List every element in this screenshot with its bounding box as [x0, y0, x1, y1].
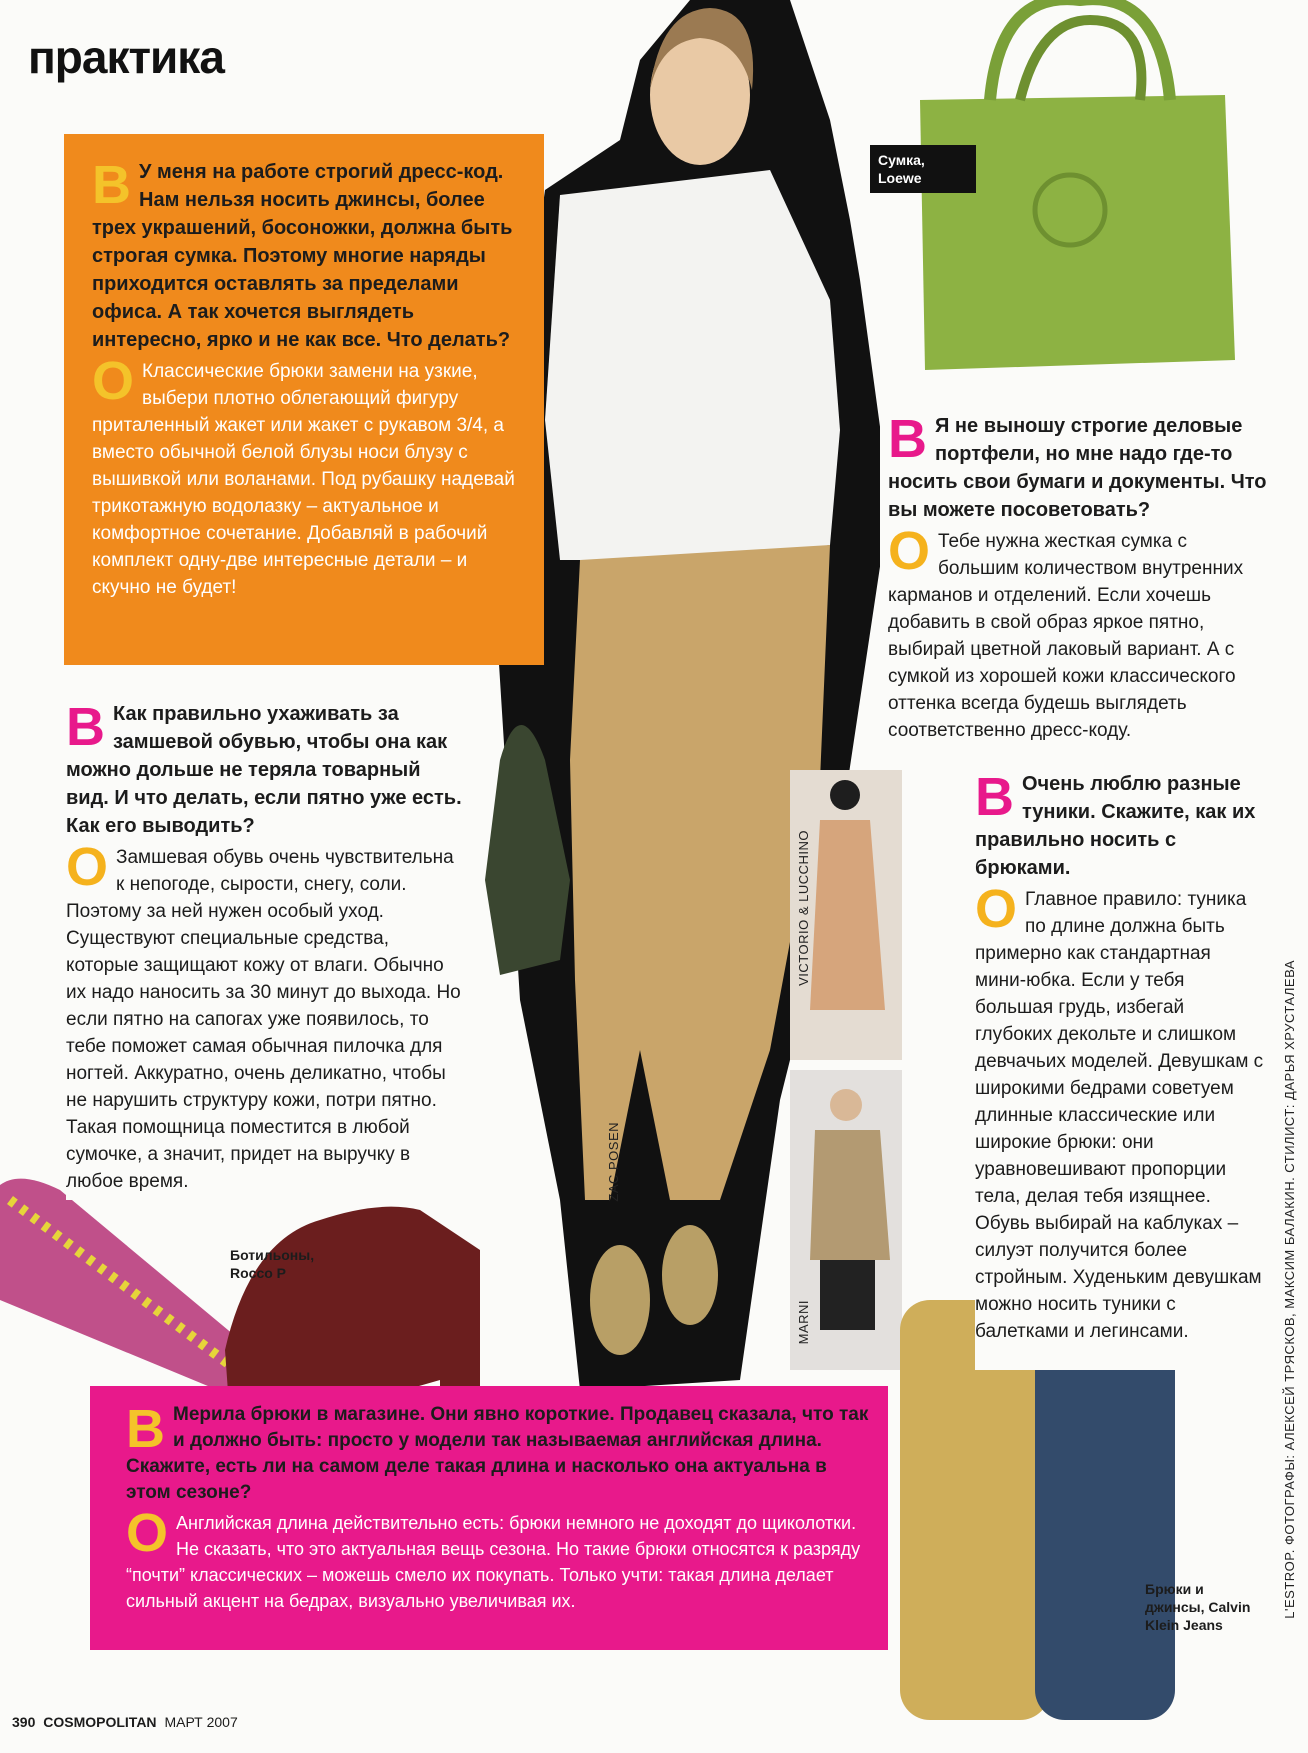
answer-text: Замшевая обувь очень чувствительна к непогоде, сырости, снегу, соли. Поэтому за ней нужен особый уход. Существуют специальные средства, которые защищают кожу от влаги. Обычно их надо наносить за 30 минут до выхода. Но если пятно на сапогах уже появилось, то тебе поможет самая обычная пилочка для ногтей. Аккуратно, очень деликатно, чтобы не нарушить структуру кожи, потри пятно. Такая помощница поместится в любой сумочке, а значит, придет на выручку в любое время.	[66, 847, 461, 1192]
answer-text: Классические брюки замени на узкие, выбери плотно облегающий фигуру приталенный жакет или жакет с рукавом 3/4, а вместо обычной белой блузы носи блузу с вышивкой или воланами. Под рубашку надевай трикотажную водолазку – актуальное и комфортное сочетание. Добавляй в рабочий комплект одну-две интересные детали – и скучно не будет!	[92, 361, 515, 598]
boots-caption: Ботильоны, Rocco P	[230, 1247, 315, 1281]
answer-letter: О	[126, 1503, 169, 1563]
marni-leggings	[820, 1260, 875, 1330]
marni-dress	[810, 1130, 890, 1260]
model-shoe	[662, 1225, 718, 1325]
answer-letter: О	[66, 837, 109, 897]
answer-text: Английская длина действительно есть: брюки немного не доходят до щиколотки. Не сказать, что это актуальная вещь сезона. Но такие брюки относятся к разряду “почти” классических – можешь смело их покупать. Только учти: такая длина делает сильный акцент на бедрах, визуально увеличивая их.	[126, 1513, 861, 1611]
question-text: Очень люблю разные туники. Скажите, как их правильно носить с брюками.	[975, 773, 1256, 879]
section-title: практика	[28, 31, 224, 83]
qa-tunic	[975, 767, 1265, 1370]
marni-label: MARNI	[796, 1300, 811, 1345]
magazine-name: COSMOPOLITAN	[43, 1714, 157, 1730]
answer-letter: О	[92, 351, 135, 411]
question-text: У меня на работе строгий дресс-код. Нам нельзя носить джинсы, более трех украшений, босоножки, должна быть строгая сумка. Поэтому многие наряды приходится оставлять за пределами офиса. А так хочется выглядеть интересно, ярко и не как все. Что делать?	[92, 161, 513, 351]
victorio-head	[830, 780, 860, 810]
qa-bag	[880, 409, 1280, 752]
green-bag	[920, 95, 1235, 370]
question-letter: В	[92, 155, 131, 215]
zac-posen-label: ZAC POSEN	[606, 1122, 621, 1202]
jeans-caption: Брюки и джинсы, Calvin Klein Jeans	[1145, 1581, 1251, 1633]
answer-text: Главное правило: туника по длине должна быть примерно как стандартная мини-юбка. Если у тебя большая грудь, избегай глубоких декольте и слишком девчачьих моделей. Девушкам с широкими бедрами советуем длинные классические или широкие брюки: они уравновешивают пропорции тела, делая тебя изящнее. Обувь выбирай на каблуках – силуэт получится более стройным. Худеньким девушкам можно носить туники с балетками и легинсами.	[975, 889, 1264, 1342]
answer-text: Тебе нужна жесткая сумка с большим количеством внутренних карманов и отделений. Если хочешь добавить в свой образ яркое пятно, выбирай цветной лаковый вариант. А с сумкой из хорошей кожи классического оттенка всегда будешь выглядеть соответственно дресс-коду.	[888, 531, 1244, 741]
question-text: Я не выношу строгие деловые портфели, но мне надо где-то носить свои бумаги и документы. Что вы можете посоветовать?	[888, 415, 1267, 521]
question-text: Как правильно ухаживать за замшевой обувью, чтобы она как можно дольше не теряла товарный вид. И что делать, если пятно уже есть. Как его выводить?	[66, 703, 462, 837]
bag-caption: Сумка, Loewe	[870, 145, 976, 193]
page-footer	[12, 1714, 238, 1730]
answer-letter: О	[888, 521, 931, 581]
question-letter: В	[975, 767, 1014, 827]
model-shoe	[590, 1245, 650, 1355]
credits-label: L'ESTROP. ФОТОГРАФЫ: АЛЕКСЕЙ ТРЯСКОВ, МАКСИМ БАЛАКИН. СТИЛИСТ: ДАРЬЯ ХРУСТАЛЕВА	[1282, 960, 1297, 1619]
qa-dress-code	[64, 134, 544, 665]
question-letter: В	[126, 1399, 165, 1459]
model-blouse	[545, 170, 840, 560]
marni-head	[830, 1089, 862, 1121]
question-text: Мерила брюки в магазине. Они явно короткие. Продавец сказала, что так и должно быть: просто у модели так называемая английская длина. Скажите, есть ли на самом деле такая длина и насколько она актуальна в этом сезоне?	[126, 1404, 869, 1503]
page-number: 390	[12, 1714, 36, 1730]
victorio-label: VICTORIO & LUCCHINO	[796, 830, 811, 986]
question-letter: В	[888, 409, 927, 469]
jeans-denim	[1035, 1310, 1175, 1720]
qa-english-length	[90, 1386, 888, 1650]
answer-letter: О	[975, 879, 1018, 939]
issue-date: МАРТ 2007	[164, 1714, 238, 1730]
question-letter: В	[66, 697, 105, 757]
qa-suede	[66, 697, 466, 1200]
